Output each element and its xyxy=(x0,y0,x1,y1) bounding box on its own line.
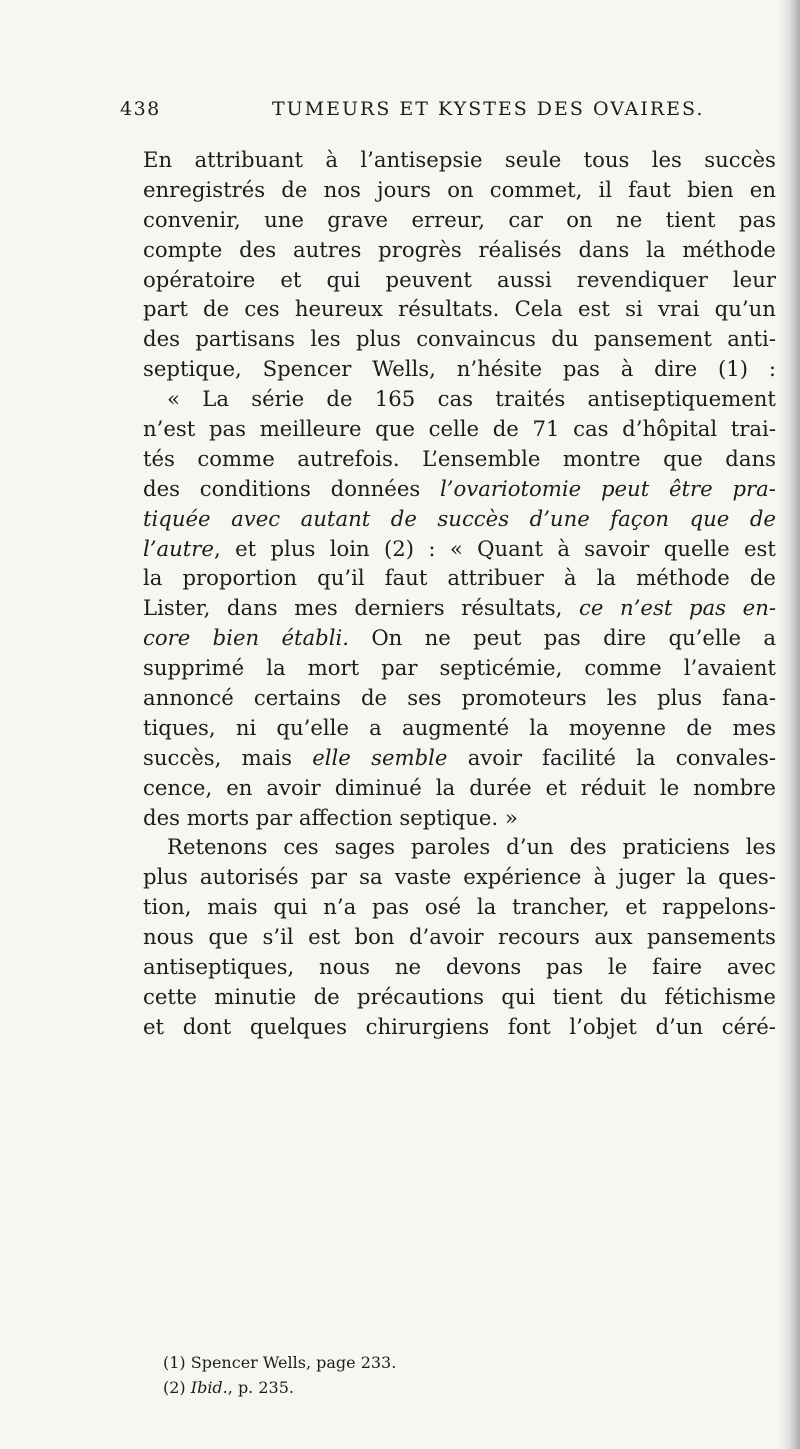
text-line xyxy=(143,982,776,1012)
word: a xyxy=(763,625,776,651)
word: l’objet xyxy=(569,1013,637,1039)
word: succès xyxy=(704,147,776,172)
word: autres xyxy=(292,236,362,262)
word: n’a xyxy=(323,894,357,920)
word: nous xyxy=(319,954,370,980)
word: d’avoir xyxy=(408,924,484,950)
word: plus xyxy=(657,685,702,711)
word: on xyxy=(447,176,474,202)
word: tiquée xyxy=(143,505,211,531)
text-line xyxy=(143,832,776,862)
word: pas xyxy=(738,206,776,232)
word: attribuant xyxy=(194,147,304,172)
word: attribuer xyxy=(447,565,544,591)
word: celle xyxy=(428,416,480,442)
word: « xyxy=(167,386,180,412)
word: meilleure xyxy=(259,416,362,442)
word: aussi xyxy=(496,266,552,292)
word: des xyxy=(569,834,607,860)
word: nombre xyxy=(693,774,776,800)
word: de xyxy=(686,714,713,740)
word: semble xyxy=(371,744,448,770)
word: des xyxy=(239,236,277,262)
word: le xyxy=(659,774,680,800)
word: est xyxy=(308,924,341,950)
word: méthode xyxy=(682,236,776,262)
word: et xyxy=(143,1013,165,1039)
word: faire xyxy=(652,954,703,980)
word: pra- xyxy=(732,475,776,501)
word: minutie xyxy=(214,983,297,1009)
word: tion, xyxy=(143,894,192,920)
word: pansements xyxy=(646,924,776,950)
word: convales- xyxy=(675,744,776,770)
word: être xyxy=(668,475,713,501)
text-line xyxy=(143,743,776,773)
word: osé xyxy=(424,894,462,920)
word: avec xyxy=(231,505,281,531)
word: cette xyxy=(143,983,197,1009)
text-line xyxy=(143,354,776,384)
word: les xyxy=(310,326,341,352)
text-line xyxy=(143,384,776,414)
word: diminué xyxy=(334,774,422,800)
word: précautions xyxy=(357,983,484,1009)
word: d’un xyxy=(506,834,554,860)
word: les xyxy=(651,147,682,172)
word: à xyxy=(593,864,607,890)
word: dans xyxy=(226,595,278,621)
word: est xyxy=(743,535,776,561)
word: : xyxy=(428,535,436,561)
word: bien xyxy=(212,625,260,651)
word: par xyxy=(381,655,418,681)
word: par xyxy=(310,864,348,890)
word: dire xyxy=(603,625,647,651)
word: qui xyxy=(501,983,536,1009)
word: supprimé xyxy=(143,655,245,681)
word: tiques, xyxy=(143,714,216,740)
word: dans xyxy=(725,445,776,471)
word: à xyxy=(620,356,634,382)
word: la xyxy=(435,774,456,800)
page-number: 438 xyxy=(120,98,161,120)
word: à xyxy=(563,565,577,591)
text-line xyxy=(143,773,776,803)
word: « xyxy=(449,535,463,561)
word: données xyxy=(330,475,421,501)
word: succès, xyxy=(143,744,222,770)
word: établi. xyxy=(281,625,349,651)
word: l’autre, xyxy=(143,535,221,561)
word: plus xyxy=(143,864,188,890)
word: ses xyxy=(407,685,442,711)
body-text xyxy=(143,145,776,1042)
word: vaste xyxy=(394,864,452,890)
word: commet, xyxy=(489,176,583,202)
text-line xyxy=(143,862,776,892)
word: car xyxy=(508,206,543,232)
word: d’hôpital xyxy=(622,416,718,442)
word: la xyxy=(646,236,666,262)
word: réalisés xyxy=(478,236,562,262)
word: méthode xyxy=(636,565,730,591)
word: des xyxy=(143,475,180,501)
word: juger xyxy=(618,864,675,890)
text-line xyxy=(143,205,776,235)
word: d’une xyxy=(529,505,590,531)
word: opératoire xyxy=(143,266,256,292)
word: qu’elle xyxy=(276,714,349,740)
word: peuvent xyxy=(385,266,472,292)
text-line xyxy=(143,324,776,354)
word: les xyxy=(606,685,637,711)
word: ne xyxy=(424,625,451,651)
word: Cela xyxy=(514,296,563,322)
word: enregistrés xyxy=(143,176,266,202)
word: que xyxy=(208,924,249,950)
text-line xyxy=(143,265,776,295)
word: trancher, xyxy=(512,894,610,920)
word: part xyxy=(143,296,188,322)
word: ne xyxy=(394,954,421,980)
footnotes xyxy=(163,1350,663,1400)
word: cas xyxy=(437,386,473,412)
word: antiseptiques, xyxy=(143,954,295,980)
text-line xyxy=(143,444,776,474)
word: résultats, xyxy=(461,595,563,621)
word: a xyxy=(369,714,382,740)
word: la xyxy=(476,894,497,920)
text-line xyxy=(143,892,776,922)
word: cence, xyxy=(143,774,213,800)
word: annoncé xyxy=(143,685,234,711)
word: dans xyxy=(578,236,630,262)
word: pas xyxy=(372,894,410,920)
word: moyenne xyxy=(568,714,667,740)
word: (1) xyxy=(718,356,749,382)
word: montre xyxy=(562,445,641,471)
word: de xyxy=(203,296,230,322)
word: durée xyxy=(469,774,532,800)
text-line xyxy=(143,683,776,713)
word: il xyxy=(598,176,613,202)
word: On xyxy=(371,625,403,651)
word: en xyxy=(226,774,253,800)
word: autorisés xyxy=(199,864,299,890)
word: faut xyxy=(628,176,671,202)
word: seule xyxy=(504,147,562,172)
word: grave xyxy=(327,206,389,232)
text-line xyxy=(143,593,776,623)
word: n’est xyxy=(620,595,673,621)
word: ces xyxy=(283,834,319,860)
word: la xyxy=(266,655,286,681)
word: la xyxy=(596,565,617,591)
word: savoir xyxy=(584,535,650,561)
word: comme xyxy=(197,445,275,471)
word: 165 xyxy=(374,386,416,412)
word: antiseptiquement xyxy=(587,386,776,412)
word: compte xyxy=(143,236,223,262)
word: avoir xyxy=(266,774,321,800)
word: en xyxy=(749,176,776,202)
word: anti- xyxy=(727,326,776,352)
word: proportion xyxy=(182,565,298,591)
word: à xyxy=(325,147,338,172)
word: ce xyxy=(579,595,604,621)
word: certains xyxy=(253,685,341,711)
word: de xyxy=(390,505,417,531)
word: loin xyxy=(329,535,370,561)
word: nos xyxy=(323,176,361,202)
word: jours xyxy=(377,176,432,202)
word: tous xyxy=(583,147,630,172)
word: augmenté xyxy=(401,714,510,740)
word: Quant xyxy=(477,535,543,561)
word: est xyxy=(577,296,610,322)
word: ques- xyxy=(718,864,776,890)
word: l’avaient xyxy=(683,655,776,681)
word: 71 xyxy=(532,416,560,442)
word: progrès xyxy=(378,236,462,262)
word: céré- xyxy=(721,1013,776,1039)
word: expérience xyxy=(463,864,582,890)
word: de xyxy=(326,386,353,412)
word: convenir, xyxy=(143,206,241,232)
footnote xyxy=(163,1350,663,1375)
word: la xyxy=(636,744,656,770)
word: de xyxy=(281,176,308,202)
text-line xyxy=(143,235,776,265)
text-line xyxy=(143,922,776,952)
word: pas xyxy=(543,625,581,651)
word: des xyxy=(143,326,180,352)
word: le xyxy=(607,954,628,980)
word: de xyxy=(749,565,776,591)
word: chirurgiens xyxy=(365,1013,490,1039)
running-title: TUMEURS ET KYSTES DES OVAIRES. xyxy=(272,98,705,120)
word: ces xyxy=(244,296,280,322)
footnote xyxy=(163,1375,663,1400)
word: n’est xyxy=(143,416,196,442)
text-line xyxy=(143,952,776,982)
word: En xyxy=(143,147,173,172)
footnote-text: (2) xyxy=(163,1378,191,1397)
word: bon xyxy=(354,924,395,950)
word: l’antisepsie xyxy=(360,147,483,172)
word: paroles xyxy=(410,834,491,860)
word: quelques xyxy=(249,1013,348,1039)
word: du xyxy=(619,983,648,1009)
word: traités xyxy=(495,386,566,412)
word: qu’il xyxy=(317,565,365,591)
text-line xyxy=(143,563,776,593)
word: ni xyxy=(235,714,257,740)
word: pas xyxy=(546,954,584,980)
word: Spencer xyxy=(262,356,352,382)
word: autrefois. xyxy=(297,445,400,471)
word: que xyxy=(375,416,415,442)
word: quelle xyxy=(663,535,730,561)
word: pas xyxy=(562,356,600,382)
word: et xyxy=(625,894,647,920)
word: recours xyxy=(497,924,580,950)
word: mort xyxy=(307,655,360,681)
word: La xyxy=(202,386,229,412)
word: qu’un xyxy=(714,296,776,322)
word: de xyxy=(360,685,388,711)
word: sages xyxy=(334,834,396,860)
word: et xyxy=(280,266,302,292)
running-header xyxy=(120,98,740,128)
word: partisans xyxy=(195,326,295,352)
page-edge-shadow xyxy=(778,0,800,1449)
word: tés xyxy=(143,445,175,471)
word: Retenons xyxy=(167,834,268,860)
word: l’ovariotomie xyxy=(439,475,582,501)
word: : xyxy=(768,356,776,382)
word: série xyxy=(251,386,305,412)
word: vrai xyxy=(657,296,700,322)
word: septicémie, xyxy=(439,655,563,681)
footnote-text: (1) Spencer Wells, page 233. xyxy=(163,1353,397,1372)
word: à xyxy=(557,535,570,561)
word: que xyxy=(689,505,730,531)
word: qui xyxy=(326,266,361,292)
word: succès xyxy=(437,505,510,531)
word: que xyxy=(663,445,703,471)
word: du xyxy=(551,326,579,352)
word: facilité xyxy=(542,744,616,770)
word: d’un xyxy=(655,1013,704,1039)
word: Wells, xyxy=(372,356,436,382)
word: rappelons- xyxy=(662,894,776,920)
footnote-italic: Ibid. xyxy=(190,1378,228,1397)
word: s’il xyxy=(262,924,294,950)
word: aux xyxy=(594,924,633,950)
word: et xyxy=(545,774,567,800)
text-line xyxy=(143,474,776,504)
word: la xyxy=(686,864,707,890)
word: revendiquer xyxy=(576,266,708,292)
word: en- xyxy=(742,595,776,621)
word: de xyxy=(492,416,519,442)
word: résultats. xyxy=(398,296,500,322)
word: convaincus xyxy=(416,326,536,352)
word: façon xyxy=(610,505,670,531)
word: dire xyxy=(654,356,698,382)
word: nous xyxy=(143,924,194,950)
word: qu’elle xyxy=(668,625,742,651)
text-line xyxy=(143,713,776,743)
word: de xyxy=(749,505,776,531)
word: n’hésite xyxy=(456,356,543,382)
word: pas xyxy=(208,416,247,442)
word: plus xyxy=(355,326,401,352)
text-line xyxy=(143,414,776,444)
word: devons xyxy=(445,954,522,980)
word: qui xyxy=(273,894,308,920)
word: pas xyxy=(688,595,727,621)
word: core xyxy=(143,625,191,651)
word: leur xyxy=(732,266,776,292)
text-line xyxy=(143,294,776,324)
word: avoir xyxy=(467,744,522,770)
word: faut xyxy=(384,565,428,591)
word: praticiens xyxy=(622,834,730,860)
page-edge-line xyxy=(791,0,793,1449)
word: les xyxy=(745,834,776,860)
word: mais xyxy=(207,894,258,920)
word: la xyxy=(143,565,163,591)
word: bien xyxy=(687,176,734,202)
word: avec xyxy=(726,954,776,980)
word: dont xyxy=(182,1013,232,1039)
text-line xyxy=(143,145,776,175)
word: mes xyxy=(732,714,776,740)
word: peut xyxy=(473,625,522,651)
word: erreur, xyxy=(411,206,485,232)
word: réduit xyxy=(580,774,646,800)
text-line xyxy=(143,653,776,683)
word: mais xyxy=(241,744,292,770)
word: conditions xyxy=(199,475,311,501)
word: septique, xyxy=(143,356,242,382)
text-line xyxy=(143,803,776,833)
word: autant xyxy=(300,505,371,531)
word: de xyxy=(313,983,340,1009)
word: trai- xyxy=(730,416,776,442)
text-line xyxy=(143,175,776,205)
word: Lister, xyxy=(143,595,211,621)
word: sa xyxy=(359,864,383,890)
word: elle xyxy=(312,744,351,770)
word: derniers xyxy=(354,595,445,621)
word: font xyxy=(507,1013,551,1039)
word: pansement xyxy=(593,326,712,352)
word: fétichisme xyxy=(664,983,776,1009)
text-line xyxy=(143,1012,776,1042)
text-line xyxy=(143,534,776,564)
word: tient xyxy=(552,983,603,1009)
word: plus xyxy=(270,535,316,561)
word: (2) xyxy=(384,535,415,561)
word: L’ensemble xyxy=(422,445,541,471)
word: mes xyxy=(294,595,338,621)
word: la xyxy=(529,714,549,740)
word: et xyxy=(235,535,257,561)
word: si xyxy=(625,296,643,322)
word: promoteurs xyxy=(461,685,587,711)
text-segment: des morts par affection septique. » xyxy=(143,804,518,830)
word: cas xyxy=(573,416,609,442)
word: heureux xyxy=(294,296,383,322)
text-line xyxy=(143,623,776,653)
word: une xyxy=(264,206,304,232)
word: peut xyxy=(600,475,650,501)
word: fana- xyxy=(722,685,776,711)
word: comme xyxy=(584,655,662,681)
word: on xyxy=(566,206,593,232)
word: tient xyxy=(665,206,716,232)
word: ne xyxy=(616,206,643,232)
footnote-text: , p. 235. xyxy=(227,1378,294,1397)
text-line xyxy=(143,504,776,534)
